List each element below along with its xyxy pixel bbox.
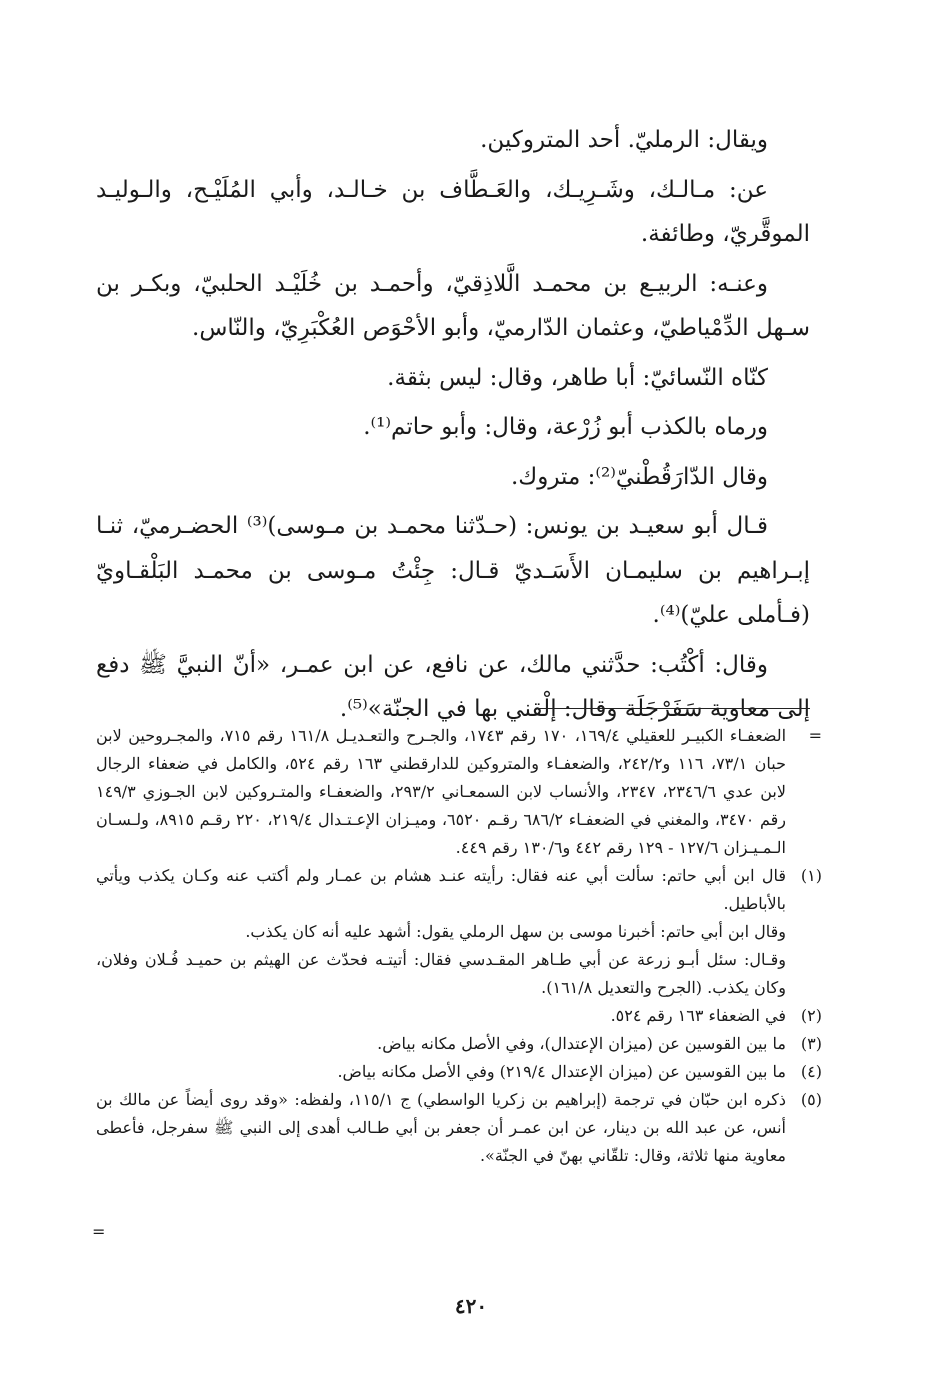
- footnote-number: (٤): [800, 1062, 822, 1081]
- paragraph-nasai: كنّاه النّسائيّ: أبا طاهر، وقال: ليس بثقة.: [387, 364, 768, 391]
- footnotes: [96, 722, 822, 1170]
- paragraph-ibn-yunus: قـال أبو سعيـد بن يونس: (حـدّثنا محمـد بن مـوسى)⁽³⁾ الحضـرميّ، ثنـا إبـراهيم بن سليمـان الأَسَـديّ قـال: جِئْتُ مـوسى بن محمـد البَلْقـاويّ (فـأملى عليّ)⁽⁴⁾.: [96, 513, 810, 628]
- footnote-number: (٥): [800, 1090, 822, 1109]
- footnote-number: (٢): [800, 1006, 822, 1025]
- footnote-text: ما بين القوسين عن (ميزان الإعتدال)، وفي الأصل مكانه بياض.: [377, 1034, 786, 1053]
- footnote-1-sub-2: وقـال: سئل أبـو زرعة عن أبي طـاهر المقـدسي فقال: أتيتـه فحدّث عن الهيثم بن حميـد فُـلان وفلان، وكان يكذب. (الجرح والتعديل ١٦١/٨).: [96, 950, 786, 997]
- footnote-number: (٣): [800, 1034, 822, 1053]
- continuation-text: الضعفـاء الكبيـر للعقيلي ١٦٩/٤، ١٧٠ رقم ١٧٤٣، والجـرح والتعـديـل ١٦١/٨ رقم ٧١٥، والمجـروحين لابن حبان ٧٣/١، ١١٦ و٢٤٢/٢، والضعفـاء والمتروكين للدارقطني ١٦٣ رقم ٥٢٤، والكامل في ضعفاء الرجال لابن عدي ٢٣٤٦/٦، ٢٣٤٧، والأنساب لابن السمعـاني ٢٩٣/٢، والضعفـاء والمتـروكين لابن الجـوزي ١٤٩/٣ رقم ٣٤٧٠، والمغني في الضعفـاء ٦٨٦/٢ رقـم ٦٥٢٠، وميـزان الإعـتـدال ٢١٩/٤، ٢٢٠ رقـم ٨٩١٥، ولـسـان الـمـيـزان ١٢٧/٦ - ١٢٩ رقم ٤٤٢ و١٣٠/٦ رقم ٤٤٩.: [96, 726, 787, 857]
- main-text: [96, 118, 810, 737]
- paragraph-hadith: وقال: أكْتُب: حدَّثني مالك، عن نافع، عن ابن عمـر، «أنّ النبيَّ ﷺ دفع إلى معاوية سَفَرْجَلَة وقال: إلْقني بها في الجنّة»⁽⁵⁾.: [96, 651, 810, 722]
- paragraph-teachers: عن: مـالـك، وشَـرِيـك، والعَـطَّاف بن خـالـد، وأبي المُلَيْـح، والـوليـد الموقَّريّ، وطائفة.: [96, 176, 810, 247]
- footnote-separator: [538, 708, 810, 709]
- paragraph-daraqutni: وقال الدّارَقُطْنيّ⁽²⁾: متروك.: [510, 463, 768, 490]
- footnote-3: [96, 1030, 822, 1058]
- footnote-text: في الضعفاء ١٦٣ رقم ٥٢٤.: [610, 1006, 786, 1025]
- footnote-1: [96, 862, 822, 918]
- page-number: ٤٢٠: [454, 1294, 488, 1318]
- footnote-2: [96, 1002, 822, 1030]
- footnote-5: [96, 1086, 822, 1170]
- paragraph-nisba: ويقال: الرمليّ. أحد المتروكين.: [480, 127, 768, 153]
- footnote-text: قال ابن أبي حاتم: سألت أبي عنه فقال: رأيته عنـد هشام بن عمـار ولم أكتب عنه وكـان يكذب ويأتي بالأباطيل.: [96, 866, 786, 913]
- continuation-marker: =: [808, 726, 822, 745]
- footnote-number: (١): [800, 866, 822, 885]
- footnote-continuation: [96, 722, 822, 862]
- paragraph-students: وعنـه: الربيـع بن محمـد الَّلاذِقيّ، وأحمـد بن خُلَيْـد الحلبيّ، وبكـر بن سـهل الدِّمْياطيّ، وعثمان الدّارميّ، وأبو الأحْوَص العُكْبَرِيّ، والنّاس.: [96, 270, 810, 341]
- paragraph-abu-zura: ورماه بالكذب أبو زُرْعة، وقال: وأبو حاتم⁽¹⁾.: [363, 414, 768, 440]
- footnote-text: ذكره ابن حبّان في ترجمة (إبراهيم بن زكريا الواسطي) ج ١١٥/١، ولفظه: «وقد روى أيضاً عن مالك بن أنس، عن عبد الله بن دينار، عن ابن عمـر أن جعفر بن أبي طـالب أهدى إلى النبي ﷺ سفرجل، فأعطى معاوية منها ثلاثة، وقال: تلقّاني بهنّ في الجنّة».: [96, 1090, 786, 1165]
- footnote-4: [96, 1058, 822, 1086]
- footnote-text: ما بين القوسين عن (ميزان الإعتدال ٢١٩/٤) وفي الأصل مكانه بياض.: [337, 1062, 786, 1081]
- footnote-end-marker: =: [92, 1222, 106, 1241]
- footnote-1-sub-1: وقال ابن أبي حاتم: أخبرنا موسى بن سهل الرملي يقول: أشهد عليه أنه كان يكذب.: [245, 922, 786, 941]
